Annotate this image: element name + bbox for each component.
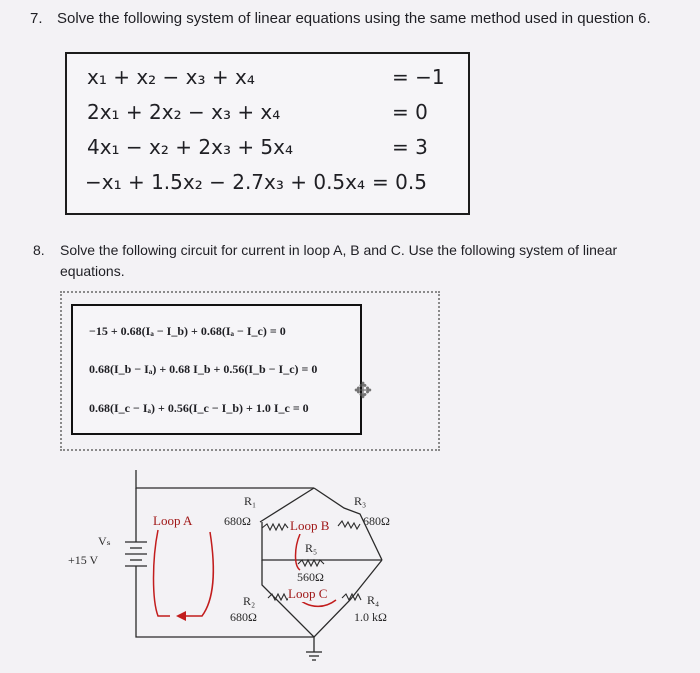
r1-value: 680Ω <box>224 514 251 528</box>
q8-eq2: 0.68(I_b − Iₐ) + 0.68 I_b + 0.56(I_b − I_c) = 0 <box>89 362 318 376</box>
loop-a-label: Loop A <box>153 513 193 528</box>
r1-label: R₁ <box>244 494 257 508</box>
q7-eq3-lhs: 4x₁ − x₂ + 2x₃ + 5x₄ <box>87 135 294 159</box>
r5-label: R₅ <box>305 541 318 555</box>
q7-eq2-lhs: 2x₁ + 2x₂ − x₃ + x₄ <box>87 100 281 124</box>
q8-eq3: 0.68(I_c − Iₐ) + 0.56(I_c − I_b) + 1.0 I_c = 0 <box>89 401 309 415</box>
q8-prompt-line1: Solve the following circuit for current in loop A, B and C. Use the following system of linear <box>60 242 618 258</box>
loop-b-label: Loop B <box>290 518 330 533</box>
r4-label: R₄ <box>367 593 380 607</box>
q7-eq4-lhs: −x₁ + 1.5x₂ − 2.7x₃ + 0.5x₄ <box>85 170 366 194</box>
r2-label: R₂ <box>243 594 256 608</box>
vs-value: +15 V <box>68 553 99 567</box>
q8-eq1: −15 + 0.68(Iₐ − I_b) + 0.68(Iₐ − I_c) = 0 <box>89 324 286 338</box>
q7-eq2-rhs: = 0 <box>392 100 428 124</box>
r2-value: 680Ω <box>230 610 257 624</box>
move-cursor-icon[interactable]: ✥ <box>353 378 373 403</box>
q7-prompt: Solve the following system of linear equations using the same method used in question 6. <box>57 10 651 27</box>
loop-c-label: Loop C <box>288 586 328 601</box>
q7-number: 7. <box>30 10 43 27</box>
r5-value: 560Ω <box>297 570 324 584</box>
q8-number: 8. <box>33 242 45 258</box>
q8-prompt-line2: equations. <box>60 263 125 279</box>
q7-eq3-rhs: = 3 <box>392 135 428 159</box>
q7-eq1-rhs: = −1 <box>392 65 445 89</box>
q7-eq1-lhs: x₁ + x₂ − x₃ + x₄ <box>87 65 255 89</box>
vs-label: Vₛ <box>98 534 111 548</box>
r4-value: 1.0 kΩ <box>354 610 387 624</box>
r3-label: R₃ <box>354 494 367 508</box>
r3-value: 680Ω <box>363 514 390 528</box>
q7-eq4-rhs: = 0.5 <box>372 170 427 194</box>
